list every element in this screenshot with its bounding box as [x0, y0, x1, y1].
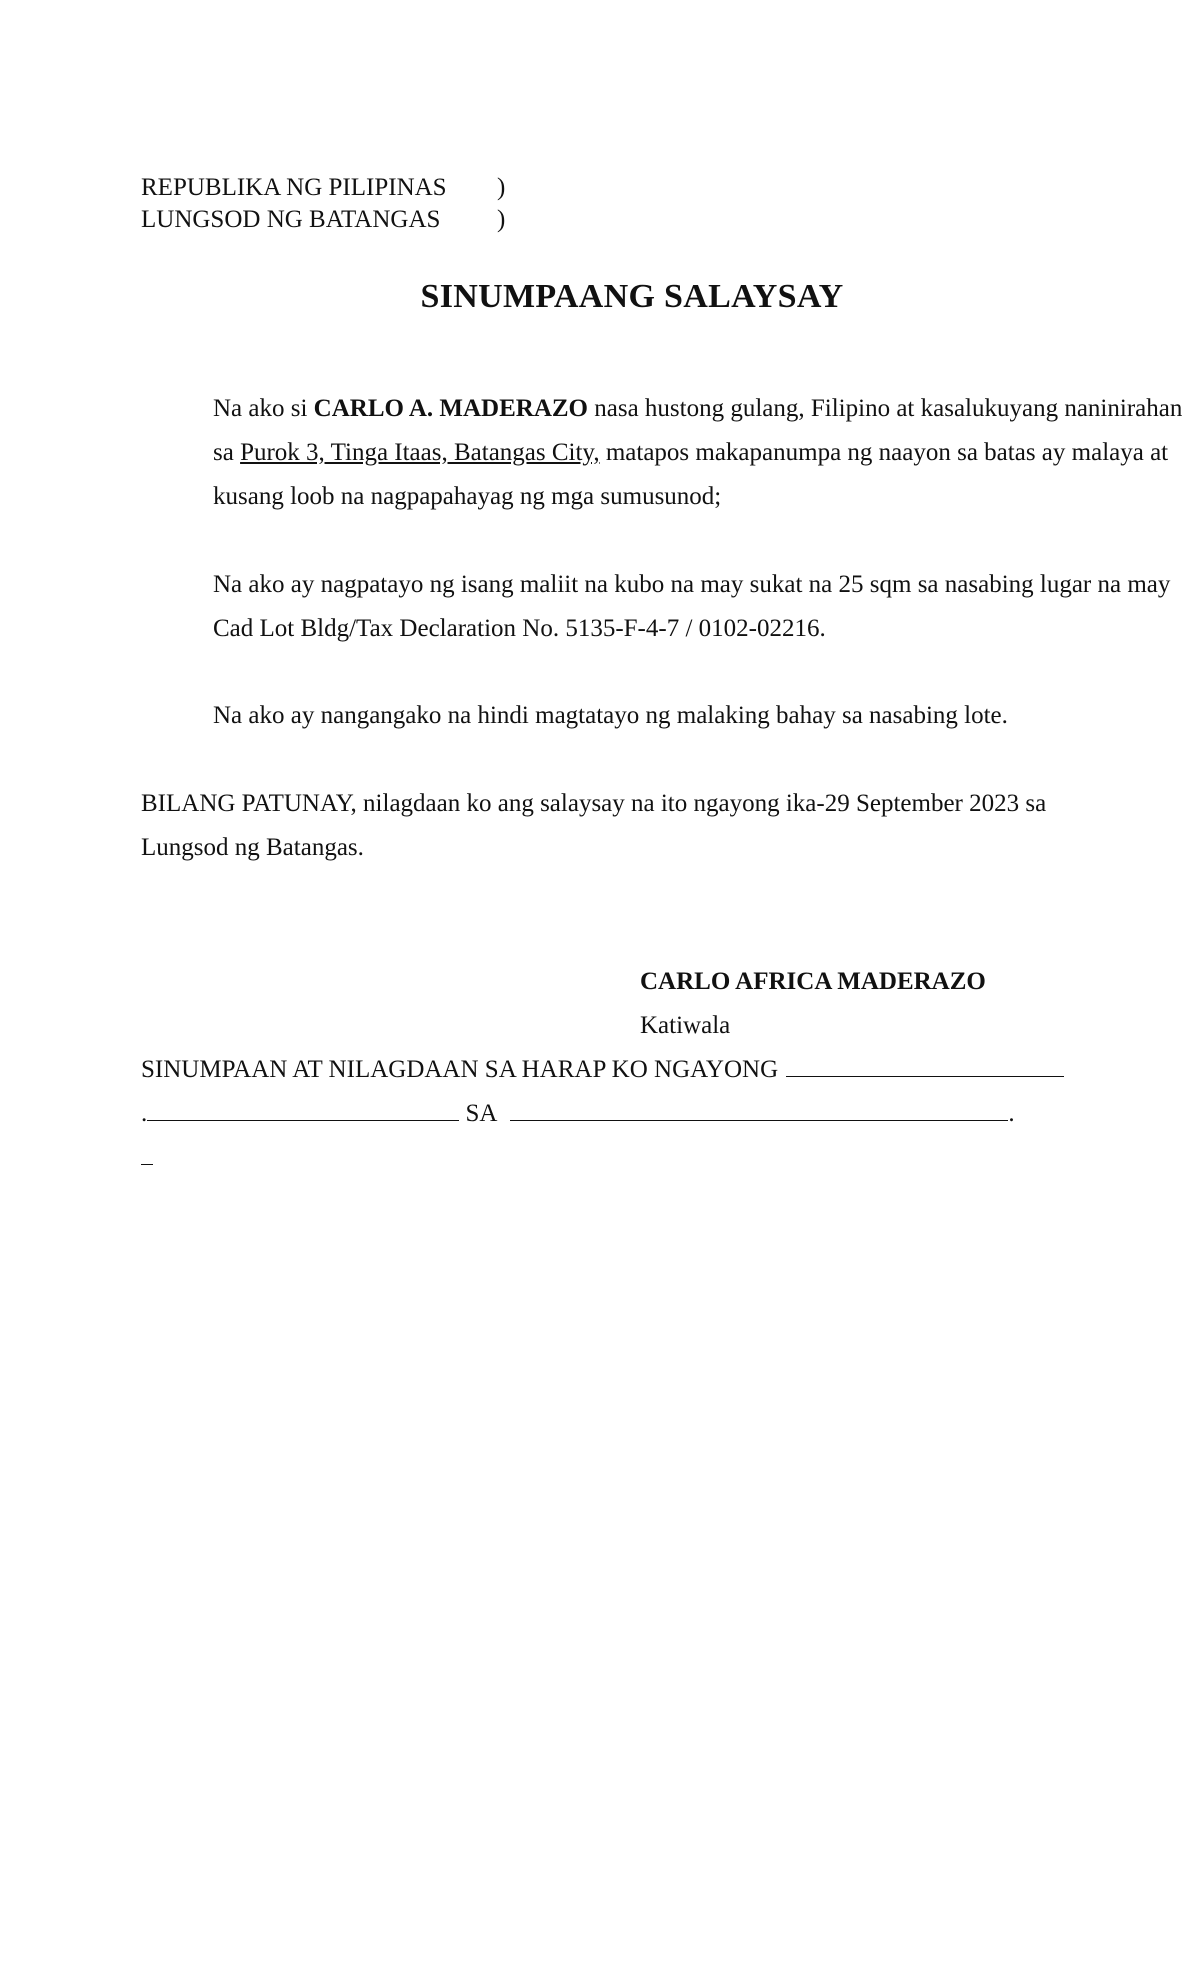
venue-country: REPUBLIKA NG PILIPINAS [141, 174, 447, 201]
paragraph-identity [141, 387, 1193, 519]
jurat-line-2 [141, 1092, 1064, 1136]
signer-name: CARLO AFRICA MADERAZO [640, 968, 986, 995]
paragraph-mid: nasa hustong gulang, Filipino at kasalukuyang naninirahan sa [213, 395, 1183, 466]
venue-row-country [141, 172, 505, 204]
venue-row-city [141, 204, 505, 236]
document-title: SINUMPAANG SALAYSAY [420, 278, 844, 315]
affiant-address: Purok 3, Tinga Itaas, Batangas City, [240, 439, 600, 466]
signer-role: Katiwala [640, 1012, 731, 1039]
jurat-text: SINUMPAAN AT NILAGDAAN SA HARAP KO NGAYONG [141, 1056, 779, 1083]
venue-city: LUNGSOD NG BATANGAS [141, 206, 441, 233]
jurat-end: . [1008, 1100, 1015, 1127]
trailing-blank [141, 1140, 153, 1165]
paragraph-intro: Na ako si [213, 395, 314, 422]
paragraph-promise: Na ako ay nangangako na hindi magtatayo ng malaking bahay sa nasabing lote. [213, 702, 1008, 729]
jurat-sa: SA [459, 1100, 503, 1127]
jurat-block [141, 1048, 1064, 1180]
venue-block [141, 172, 505, 236]
affiant-name: CARLO A. MADERAZO [313, 395, 588, 422]
date-blank[interactable] [786, 1052, 1064, 1077]
day-blank[interactable] [147, 1096, 459, 1121]
venue-paren: ) [497, 174, 506, 201]
paragraph-structure: Na ako ay nagpatayo ng isang maliit na kubo na may sukat na 25 sqm sa nasabing lugar na may Cad Lot Bldg/Tax Declaration No. 5135-F-4-7 / 0102-02216. [213, 571, 1171, 642]
jurat-line-3 [141, 1136, 1064, 1180]
venue-paren: ) [497, 206, 506, 233]
signature-block [640, 960, 986, 1048]
place-blank[interactable] [510, 1096, 1008, 1121]
paragraph-rest: matapos makapanumpa ng naayon sa batas ay malaya at kusang loob na nagpapahayag ng mga sumusunod; [213, 439, 1169, 510]
jurat-line-1 [141, 1048, 1064, 1092]
paragraph-attestation: BILANG PATUNAY, nilagdaan ko ang salaysay na ito ngayong ika-29 September 2023 sa Lungsod ng Batangas. [141, 790, 1047, 861]
jurat-lead: . [141, 1100, 148, 1127]
